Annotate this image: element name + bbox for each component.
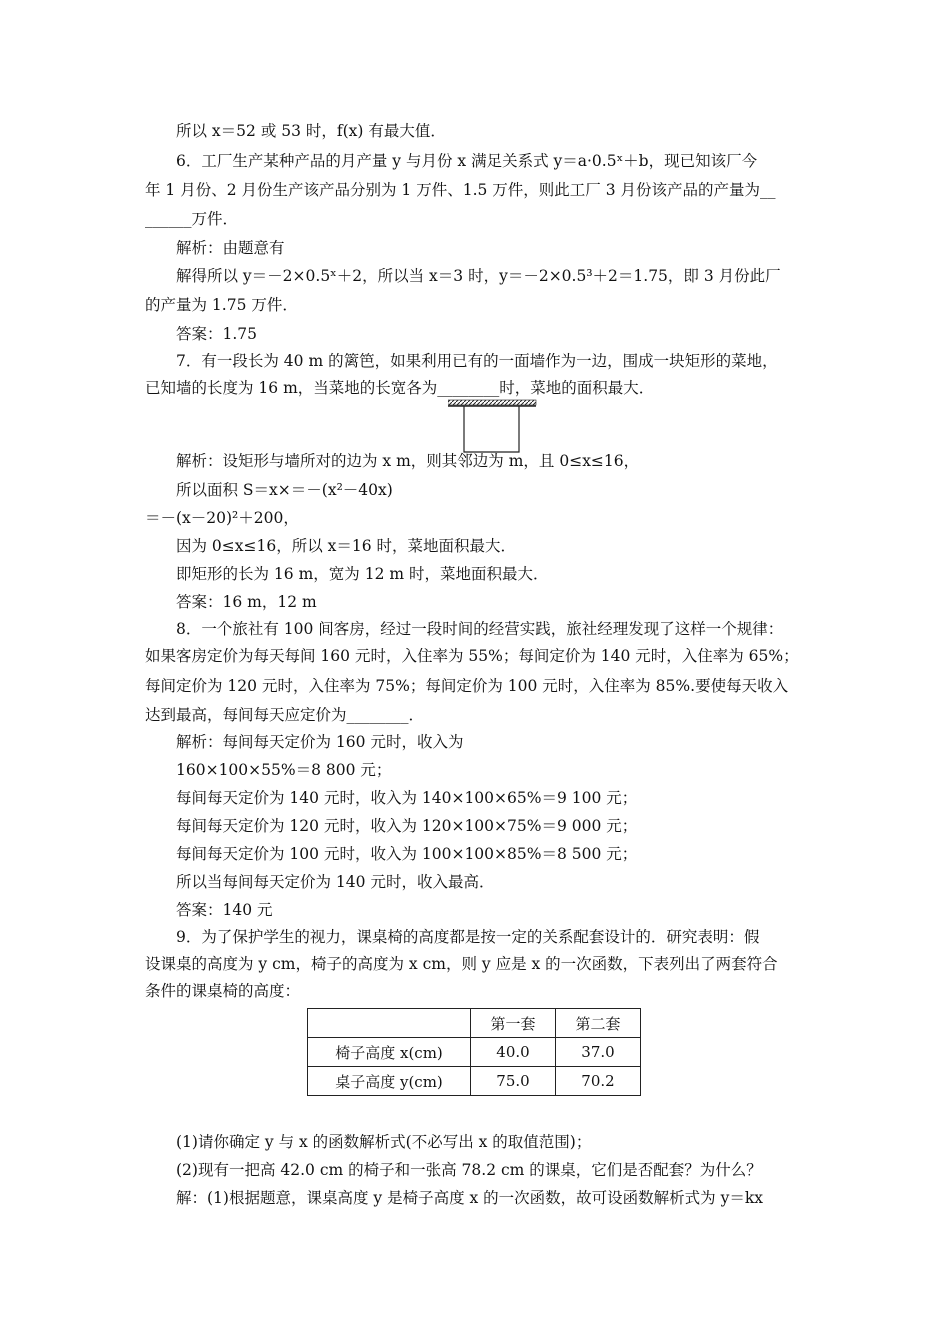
table-cell: 75.0 [471,1067,556,1096]
solution-7-line-4: 因为 0≤x≤16，所以 x＝16 时，菜地面积最大． [176,537,517,555]
answer-6: 答案：1.75 [176,325,258,343]
question-9-part-2: (2)现有一把高 42.0 cm 的椅子和一张高 78.2 cm 的课桌，它们是否配套？为什么？ [176,1161,762,1179]
solution-7-line-3: ＝－(x－20)²＋200， [145,509,299,527]
problem-8-line-4: 达到最高，每间每天应定价为________． [145,706,425,724]
table-cell: 桌子高度 y(cm) [308,1067,471,1096]
solution-7-line-1: 解析：设矩形与墙所对的边为 x m，则其邻边为 m，且 0≤x≤16， [176,452,640,470]
answer-7: 答案：16 m，12 m [176,593,317,611]
answer-8: 答案：140 元 [176,901,273,919]
table-header-cell [308,1009,471,1038]
problem-6-line-1: 6．工厂生产某种产品的月产量 y 与月份 x 满足关系式 y＝a·0.5ˣ＋b，现已知该厂今 [176,152,758,170]
table-cell: 37.0 [556,1038,641,1067]
problem-9-line-2: 设课桌的高度为 y cm，椅子的高度为 x cm，则 y 应是 x 的一次函数，下表列出了两套符合 [145,955,778,973]
problem-9-line-1: 9．为了保护学生的视力，课桌椅的高度都是按一定的关系配套设计的．研究表明：假 [176,928,760,946]
table-header-cell: 第二套 [556,1009,641,1038]
problem-7-line-2: 已知墙的长度为 16 m，当菜地的长宽各为________时，菜地的面积最大． [145,379,655,397]
text-line: 所以 x＝52 或 53 时，f(x) 有最大值． [176,122,446,140]
solution-8-line-6: 所以当每间每天定价为 140 元时，收入最高． [176,873,495,891]
solution-8-line-4: 每间每天定价为 120 元时，收入为 120×100×75%＝9 000 元； [176,817,638,835]
table-cell: 40.0 [471,1038,556,1067]
table-header-row [308,1009,641,1038]
desk-chair-table [307,1008,641,1096]
solution-7-line-2: 所以面积 S＝x×＝－(x²－40x) [176,481,393,499]
problem-7-line-1: 7．有一段长为 40 m 的篱笆，如果利用已有的一面墙作为一边，围成一块矩形的菜地， [176,352,778,370]
problem-6-line-2: 年 1 月份、2 月份生产该产品分别为 1 万件、1.5 万件，则此工厂 3 月份该产品的产量为__ [145,181,776,199]
question-9-part-1: (1)请你确定 y 与 x 的函数解析式(不必写出 x 的取值范围)； [176,1133,592,1151]
solution-9-line-1: 解：(1)根据题意，课桌高度 y 是椅子高度 x 的一次函数，故可设函数解析式为 y＝kx [176,1189,763,1207]
problem-9-line-3: 条件的课桌椅的高度： [145,982,301,1000]
table-cell: 椅子高度 x(cm) [308,1038,471,1067]
solution-8-line-1: 解析：每间每天定价为 160 元时，收入为 [176,733,464,751]
fence-wall-diagram [448,398,538,454]
solution-7-line-5: 即矩形的长为 16 m，宽为 12 m 时，菜地面积最大． [176,565,549,583]
problem-8-line-3: 每间定价为 120 元时，入住率为 75%；每间定价为 100 元时，入住率为 85%.要使每天收入 [145,677,789,695]
problem-6-line-3: ______万件． [145,210,239,228]
table-header-cell: 第一套 [471,1009,556,1038]
rectangle-fence [464,406,519,452]
solution-8-line-2: 160×100×55%＝8 800 元； [176,761,392,779]
table-cell: 70.2 [556,1067,641,1096]
problem-8-line-2: 如果客房定价为每天每间 160 元时，入住率为 55%；每间定价为 140 元时，入住率为 65%； [145,647,799,665]
solution-6-intro: 解析：由题意有 [176,239,285,257]
solution-6-line-2: 的产量为 1.75 万件． [145,296,298,314]
solution-8-line-5: 每间每天定价为 100 元时，收入为 100×100×85%＝8 500 元； [176,845,638,863]
solution-8-line-3: 每间每天定价为 140 元时，收入为 140×100×65%＝9 100 元； [176,789,638,807]
wall-hatch [448,400,536,405]
problem-8-line-1: 8．一个旅社有 100 间客房，经过一段时间的经营实践，旅社经理发现了这样一个规律： [176,620,784,638]
table-row [308,1067,641,1096]
table-row [308,1038,641,1067]
solution-6-line-1: 解得所以 y＝－2×0.5ˣ＋2，所以当 x＝3 时，y＝－2×0.5³＋2＝1.75，即 3 月份此厂 [176,267,781,285]
